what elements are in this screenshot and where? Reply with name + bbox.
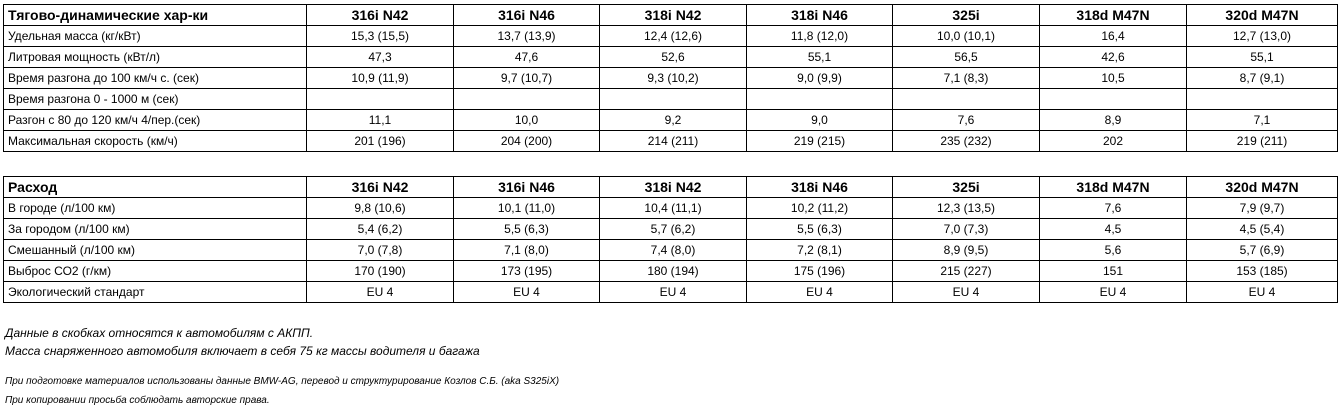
table-cell: 10,0 [454, 110, 600, 131]
table-cell: 7,1 (8,0) [454, 240, 600, 261]
row-label: В городе (л/100 км) [4, 198, 307, 219]
table-cell: 7,0 (7,3) [893, 219, 1040, 240]
column-header: 318d M47N [1040, 177, 1187, 198]
dynamics-title: Тягово-динамические хар-ки [4, 5, 307, 26]
table-cell: 201 (196) [307, 131, 454, 152]
table-cell: 7,0 (7,8) [307, 240, 454, 261]
table-cell: 9,0 [747, 110, 893, 131]
table-cell: 9,0 (9,9) [747, 68, 893, 89]
column-header: 320d M47N [1187, 177, 1338, 198]
table-cell: 47,6 [454, 47, 600, 68]
table-cell: 55,1 [747, 47, 893, 68]
table-cell: 10,4 (11,1) [600, 198, 747, 219]
table-row [4, 261, 1338, 282]
table-row [4, 47, 1338, 68]
table-cell: 8,9 (9,5) [893, 240, 1040, 261]
table-cell: 11,8 (12,0) [747, 26, 893, 47]
table-cell: 42,6 [1040, 47, 1187, 68]
table-cell: 15,3 (15,5) [307, 26, 454, 47]
table-cell: 52,6 [600, 47, 747, 68]
table-cell: EU 4 [1040, 282, 1187, 303]
table-cell: 10,5 [1040, 68, 1187, 89]
table-cell: 9,2 [600, 110, 747, 131]
table-cell: 56,5 [893, 47, 1040, 68]
column-header: 316i N42 [307, 177, 454, 198]
table-cell: 4,5 [1040, 219, 1187, 240]
table-cell: 10,2 (11,2) [747, 198, 893, 219]
table-cell: EU 4 [307, 282, 454, 303]
row-label: Литровая мощность (кВт/л) [4, 47, 307, 68]
table-cell: 55,1 [1187, 47, 1338, 68]
column-header: 325i [893, 177, 1040, 198]
column-header: 320d M47N [1187, 5, 1338, 26]
table-cell: 204 (200) [454, 131, 600, 152]
table-cell: EU 4 [1187, 282, 1338, 303]
table-cell: 5,5 (6,3) [747, 219, 893, 240]
table-cell [893, 89, 1040, 110]
column-header: 316i N42 [307, 5, 454, 26]
table-cell: 5,7 (6,2) [600, 219, 747, 240]
table-cell: EU 4 [600, 282, 747, 303]
table-cell: EU 4 [454, 282, 600, 303]
table-cell: 13,7 (13,9) [454, 26, 600, 47]
table-cell: 7,4 (8,0) [600, 240, 747, 261]
table-row [4, 198, 1338, 219]
table-cell: 5,4 (6,2) [307, 219, 454, 240]
table-cell: 175 (196) [747, 261, 893, 282]
column-header: 316i N46 [454, 5, 600, 26]
table-cell [454, 89, 600, 110]
row-label: Удельная масса (кг/кВт) [4, 26, 307, 47]
table-cell: EU 4 [747, 282, 893, 303]
footnote-mass: Масса снаряженного автомобиля включает в себя 75 кг массы водителя и багажа [5, 344, 480, 358]
row-label: Смешанный (л/100 км) [4, 240, 307, 261]
table-cell: 214 (211) [600, 131, 747, 152]
table-cell: 235 (232) [893, 131, 1040, 152]
consumption-title: Расход [4, 177, 307, 198]
table-cell: 12,3 (13,5) [893, 198, 1040, 219]
table-cell: 151 [1040, 261, 1187, 282]
table-cell: 10,0 (10,1) [893, 26, 1040, 47]
row-label: Время разгона до 100 км/ч с. (сек) [4, 68, 307, 89]
table-cell: 4,5 (5,4) [1187, 219, 1338, 240]
row-label: Выброс СО2 (г/км) [4, 261, 307, 282]
table-cell: 9,3 (10,2) [600, 68, 747, 89]
table-cell: 9,7 (10,7) [454, 68, 600, 89]
column-header: 318d M47N [1040, 5, 1187, 26]
column-header: 318i N42 [600, 177, 747, 198]
table-cell: 8,7 (9,1) [1187, 68, 1338, 89]
table-cell [1187, 89, 1338, 110]
table-cell [747, 89, 893, 110]
table-cell: 5,7 (6,9) [1187, 240, 1338, 261]
table-cell: 153 (185) [1187, 261, 1338, 282]
table-row [4, 282, 1338, 303]
table-cell: 202 [1040, 131, 1187, 152]
column-header: 316i N46 [454, 177, 600, 198]
row-label: Максимальная скорость (км/ч) [4, 131, 307, 152]
table-row [4, 240, 1338, 261]
table-cell [1040, 89, 1187, 110]
table-cell: 12,4 (12,6) [600, 26, 747, 47]
table-cell: 180 (194) [600, 261, 747, 282]
table-cell: 170 (190) [307, 261, 454, 282]
table-cell: 11,1 [307, 110, 454, 131]
table-row [4, 131, 1338, 152]
table-cell: 7,1 (8,3) [893, 68, 1040, 89]
table-cell [600, 89, 747, 110]
dynamics-table [3, 4, 1338, 152]
table-row [4, 89, 1338, 110]
dynamics-header-row [4, 5, 1338, 26]
table-cell: 8,9 [1040, 110, 1187, 131]
column-header: 318i N46 [747, 5, 893, 26]
table-cell [307, 89, 454, 110]
row-label: Разгон с 80 до 120 км/ч 4/пер.(сек) [4, 110, 307, 131]
footnote-akpp: Данные в скобках относятся к автомобилям с АКПП. [5, 326, 314, 340]
table-cell: 9,8 (10,6) [307, 198, 454, 219]
table-row [4, 68, 1338, 89]
table-cell: 7,9 (9,7) [1187, 198, 1338, 219]
table-cell: 7,6 [1040, 198, 1187, 219]
column-header: 325i [893, 5, 1040, 26]
column-header: 318i N46 [747, 177, 893, 198]
table-cell: 10,9 (11,9) [307, 68, 454, 89]
column-header: 318i N42 [600, 5, 747, 26]
table-cell: 173 (195) [454, 261, 600, 282]
row-label: За городом (л/100 км) [4, 219, 307, 240]
consumption-table [3, 176, 1338, 303]
table-row [4, 110, 1338, 131]
row-label: Экологический стандарт [4, 282, 307, 303]
row-label: Время разгона 0 - 1000 м (сек) [4, 89, 307, 110]
table-cell: 16,4 [1040, 26, 1187, 47]
table-cell: 219 (215) [747, 131, 893, 152]
credit-copyright: При копировании просьба соблюдать авторские права. [5, 395, 270, 406]
table-cell: 5,6 [1040, 240, 1187, 261]
table-cell: 7,1 [1187, 110, 1338, 131]
table-cell: 7,6 [893, 110, 1040, 131]
table-cell: 10,1 (11,0) [454, 198, 600, 219]
table-cell: 5,5 (6,3) [454, 219, 600, 240]
table-cell: 12,7 (13,0) [1187, 26, 1338, 47]
table-cell: 7,2 (8,1) [747, 240, 893, 261]
table-row [4, 26, 1338, 47]
table-cell: 215 (227) [893, 261, 1040, 282]
credit-source: При подготовке материалов использованы данные BMW-AG, перевод и структурирование Козлов С.Б. (aka S325iX) [5, 376, 560, 387]
table-cell: 47,3 [307, 47, 454, 68]
table-cell: 219 (211) [1187, 131, 1338, 152]
table-cell: EU 4 [893, 282, 1040, 303]
table-row [4, 219, 1338, 240]
consumption-header-row [4, 177, 1338, 198]
